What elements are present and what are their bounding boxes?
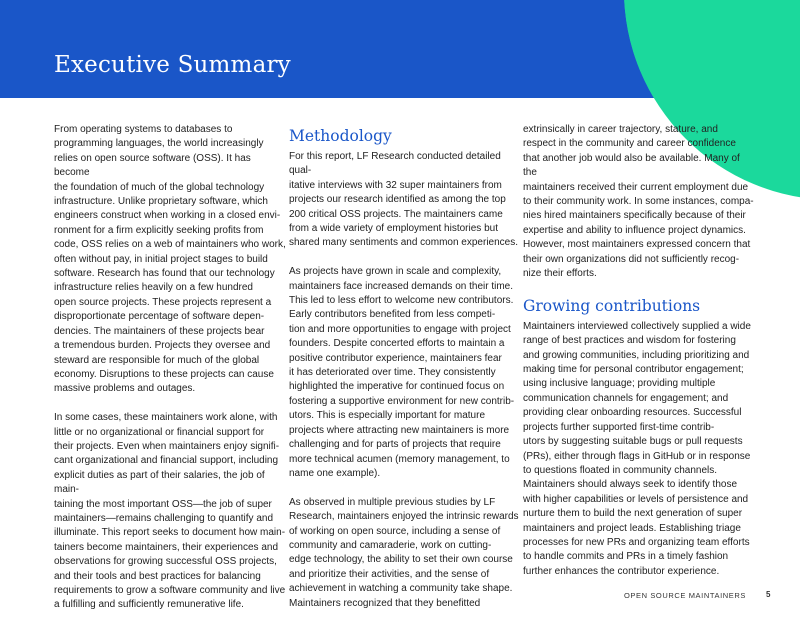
methodology-continued-paragraph: extrinsically in career trajectory, stature, and respect in the community and career confidence that another job would also be available. Many of the maintainers received their current employment due to their community work. In some instances, compa- nies hired maintainers specifically because of their expertise and ability to influence project dynamics. However, most maintainers expressed concern that their own organizations did not sufficiently recog- nize their efforts. bbox=[523, 124, 754, 280]
footer-document-title: OPEN SOURCE MAINTAINERS bbox=[623, 591, 746, 600]
column-2 bbox=[289, 126, 521, 625]
section-heading-methodology: Methodology bbox=[289, 127, 392, 145]
column-3 bbox=[523, 123, 755, 594]
growing-contributions-paragraph: Maintainers interviewed collectively supplied a wide range of best practices and wisdom for fostering and growing communities, including prioritizing and making time for personal contributor engagement; using inclusive language; providing multiple communication channels for engagement; and providing clear onboarding resources. Successful projects further supported first-time contrib- utors by suggesting suitable bugs or pull requests (PRs), either through flags in GitHub or in response to questions floated in community channels. Maintainers should always seek to identify those with higher capabilities or levels of persistence and nurture them to build the next generation of super maintainers and project leads. Establishing triage processes for new PRs and organizing team efforts to handle commits and PRs in a timely fashion further enhances the contributor experience. bbox=[523, 320, 751, 577]
column-1 bbox=[54, 123, 286, 627]
methodology-paragraph: As projects have grown in scale and complexity, maintainers face increased demands on their time. This led to less effort to welcome new contributors. Early contributors benefited from less competi- tion and more opportunities to engage with project founders. Despite concerted efforts to maintain a positive contributor experience, maintainers fear it has deteriorated over time. They consistently highlighted the imperative for continued focus on fostering a supportive environment for new contrib- utors. This is especially important for mature projects where attracting new maintainers is more challenging and for parts of projects that require more technical acumen (memory management, to name one example). bbox=[289, 266, 515, 479]
intro-paragraph: From operating systems to databases to programming languages, the world increasingly relies on open source software (OSS). It has become the foundation of much of the global technology infrastructure. Unlike proprietary software, which engineers construct when working in a closed envi- ronment for a firm explicitly seeking profits from code, OSS relies on a web of maintainers who work, often without pay, in initial project stages to build software. Research has found that our technology infrastructure relies heavily on a few hundred open source projects. These projects represent a disproportionate percentage of software depen- dencies. The maintainers of these projects bear a tremendous burden. Projects they oversee and steward are responsible for much of the global economy. Disruptions to these projects can cause massive problems and outages. bbox=[54, 124, 286, 395]
methodology-paragraph: As observed in multiple previous studies by LF Research, maintainers enjoyed the intrinsic rewards of working on open source, including a sense of community and camaraderie, work on cutting- edge technology, the ability to set their own course and prioritize their activities, and the sense of achievement in watching a community take shape. Maintainers recognized that they benefitted bbox=[289, 496, 519, 609]
methodology-paragraph: For this report, LF Research conducted detailed qual- itative interviews with 32 super maintainers from projects our research identified as among the top 200 critical OSS projects. The maintainers came from a wide variety of employment histories but shared many sentiments and common experiences. bbox=[289, 151, 519, 249]
page-number: 5 bbox=[766, 590, 771, 599]
page-title: Executive Summary bbox=[54, 52, 291, 78]
section-heading-growing-contributions: Growing contributions bbox=[523, 296, 701, 315]
intro-paragraph: In some cases, these maintainers work alone, with little or no organizational or financial support for their projects. Even when maintainers enjoy signifi- cant organizational and financial support, including explicit duties as part of their salaries, the job of main- taining the most important OSS—the job of super maintainers—remains challenging to quantify and illuminate. This report seeks to document how main- tainers become maintainers, their experiences and observations for growing successful OSS projects, and their tools and best practices for balancing requirements to grow a software community and live a fulfilling and sufficiently remunerative life. bbox=[54, 412, 286, 611]
